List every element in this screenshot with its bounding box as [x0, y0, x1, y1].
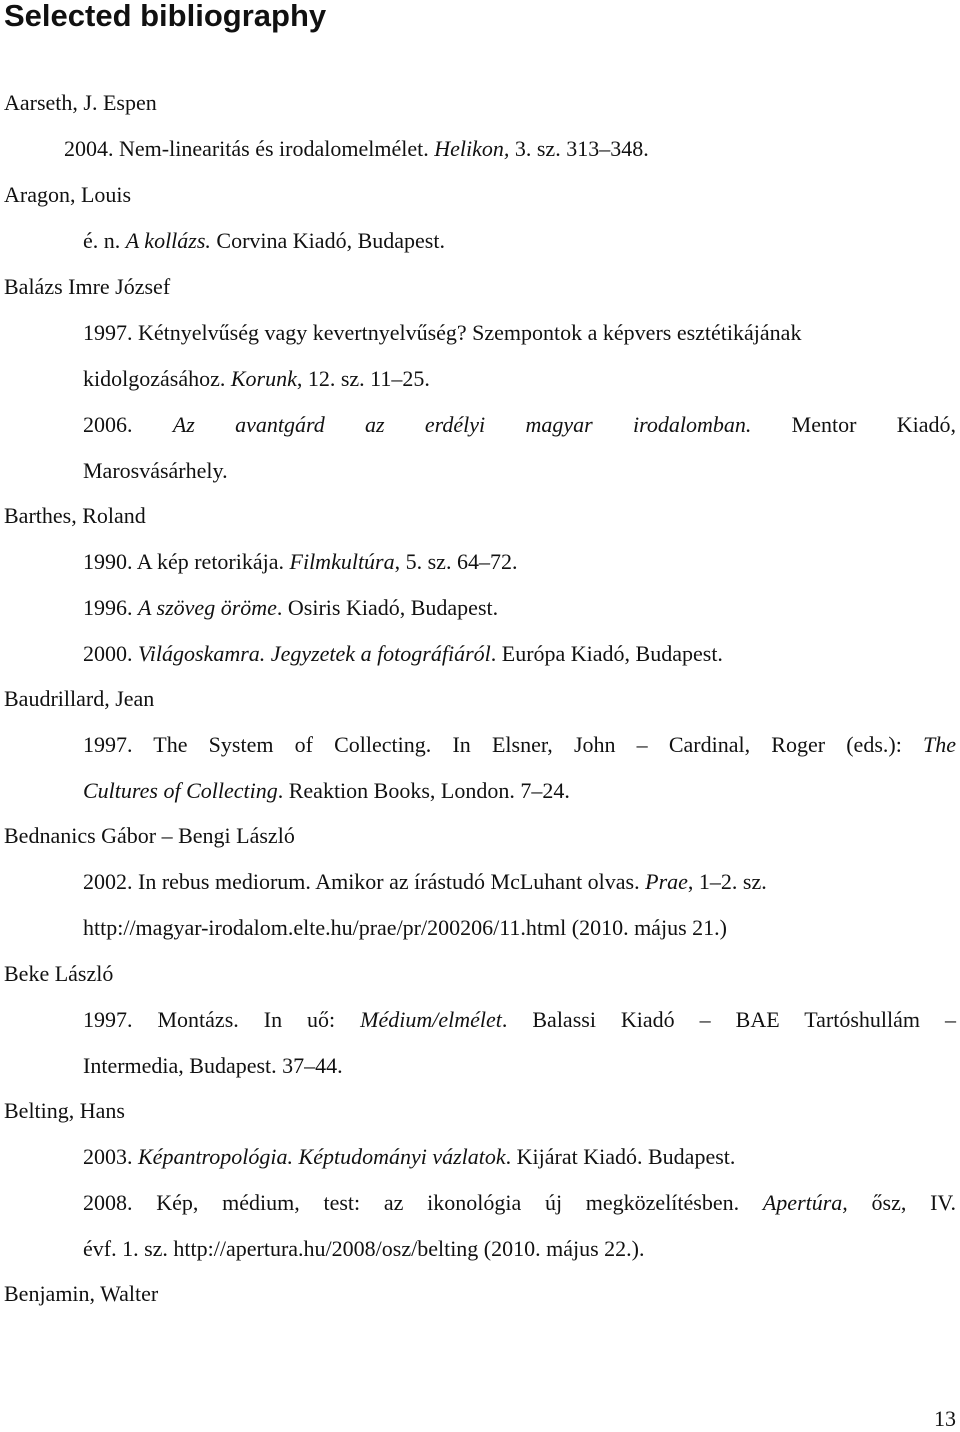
- author-name: Balázs Imre József: [4, 274, 171, 299]
- author-name: Barthes, Roland: [4, 503, 146, 528]
- author-name: Aarseth, J. Espen: [4, 90, 157, 115]
- citation-line: Marosvásárhely.: [83, 458, 228, 483]
- citation-line: 2000. Világoskamra. Jegyzetek a fotográfiáról. Európa Kiadó, Budapest.: [83, 641, 723, 666]
- author-name: Baudrillard, Jean: [4, 686, 155, 711]
- citation-line: 2006. Az avantgárd az erdélyi magyar irodalomban. Mentor Kiadó,: [83, 412, 956, 437]
- citation-line: 1996. A szöveg öröme. Osiris Kiadó, Budapest.: [83, 595, 499, 620]
- page-number: 13: [934, 1406, 956, 1431]
- citation-url-line: http://magyar-irodalom.elte.hu/prae/pr/200206/11.html (2010. május 21.): [83, 915, 727, 940]
- citation-line: 2004. Nem-linearitás és irodalomelmélet. Helikon, 3. sz. 313–348.: [64, 136, 649, 161]
- citation-line: kidolgozásához. Korunk, 12. sz. 11–25.: [83, 366, 430, 391]
- citation-line: 2003. Képantropológia. Képtudományi vázlatok. Kijárat Kiadó. Budapest.: [83, 1144, 736, 1169]
- citation-line: é. n. A kollázs. Corvina Kiadó, Budapest.: [83, 228, 445, 253]
- citation-line: Intermedia, Budapest. 37–44.: [83, 1053, 343, 1078]
- page-title: Selected bibliography: [4, 0, 327, 33]
- citation-line: 2008. Kép, médium, test: az ikonológia új megközelítésben. Apertúra, ősz, IV.: [83, 1190, 956, 1215]
- author-name: Belting, Hans: [4, 1098, 125, 1123]
- author-name: Bednanics Gábor – Bengi László: [4, 823, 295, 848]
- citation-line: 1997. Kétnyelvűség vagy kevertnyelvűség? Szempontok a képvers esztétikájának: [83, 320, 802, 345]
- author-name: Beke László: [4, 961, 114, 986]
- citation-line: 1997. The System of Collecting. In Elsner, John – Cardinal, Roger (eds.): The: [83, 732, 956, 757]
- citation-line: 1990. A kép retorikája. Filmkultúra, 5. sz. 64–72.: [83, 549, 518, 574]
- citation-url-line: évf. 1. sz. http://apertura.hu/2008/osz/belting (2010. május 22.).: [83, 1236, 645, 1261]
- citation-line: 2002. In rebus mediorum. Amikor az írástudó McLuhant olvas. Prae, 1–2. sz.: [83, 869, 767, 894]
- citation-line: Cultures of Collecting. Reaktion Books, London. 7–24.: [83, 778, 570, 803]
- citation-line: 1997. Montázs. In uő: Médium/elmélet. Balassi Kiadó – BAE Tartóshullám –: [83, 1007, 957, 1032]
- author-name: Benjamin, Walter: [4, 1281, 159, 1306]
- author-name: Aragon, Louis: [4, 182, 132, 207]
